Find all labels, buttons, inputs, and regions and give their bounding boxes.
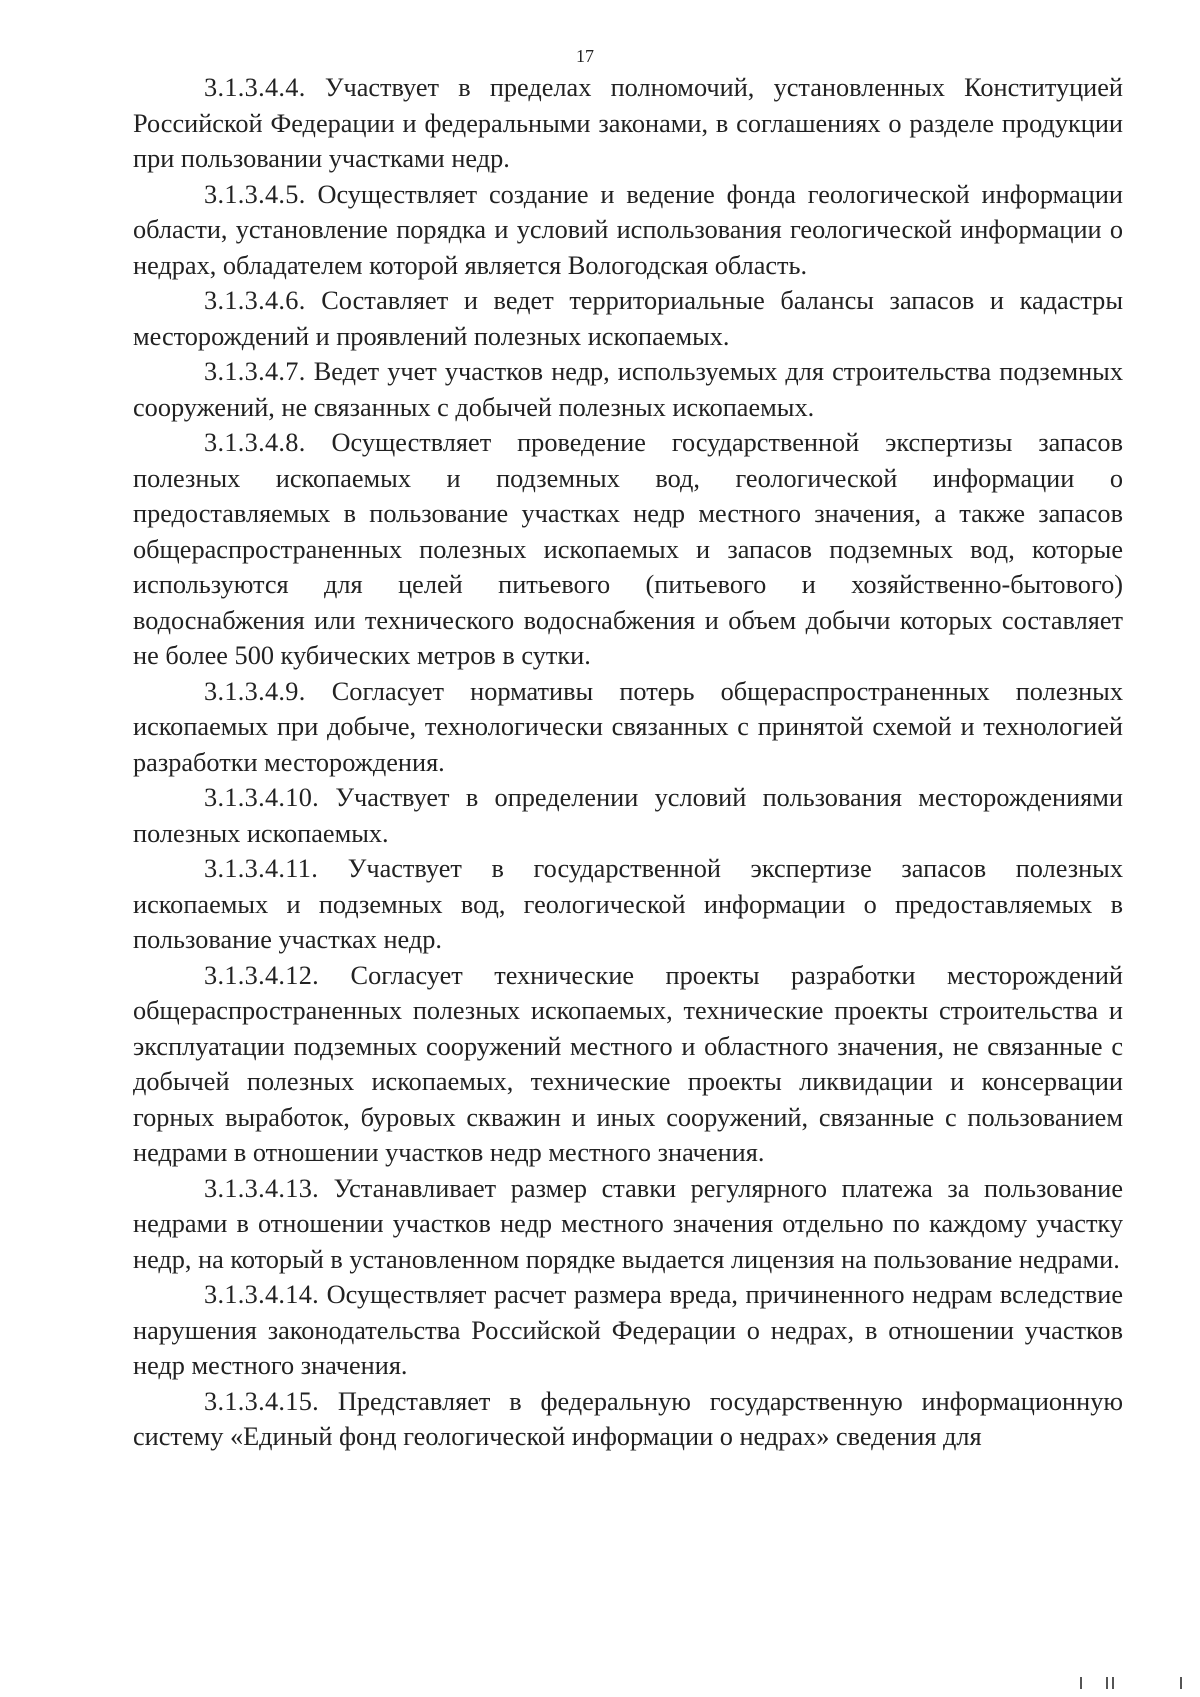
clause-number: 3.1.3.4.5. [204,179,306,209]
clause-text: Осуществляет расчет размера вреда, причиненного недрам вследствие нарушения законодательства Российской Федерации о недрах, в отношении участков недр местного значения. [133,1280,1123,1380]
paragraph-3-1-3-4-8 [133,425,1123,674]
scan-mark [1106,1677,1108,1689]
clause-text: Участвует в определении условий пользования месторождениями полезных ископаемых. [133,783,1123,848]
clause-text: Участвует в государственной экспертизе запасов полезных ископаемых и подземных вод, геологической информации о предоставляемых в пользование участках недр. [133,854,1123,954]
clause-text: Устанавливает размер ставки регулярного платежа за пользование недрами в отношении участков недр местного значения отдельно по каждому участку недр, на который в установленном порядке выдается лицензия на пользование недрами. [133,1173,1123,1274]
clause-number: 3.1.3.4.13. [204,1173,320,1203]
clause-number: 3.1.3.4.4. [204,73,306,102]
scan-edge-marks [1040,1669,1190,1689]
clause-number: 3.1.3.4.9. [204,676,306,706]
paragraph-3-1-3-4-5 [133,177,1123,284]
scan-mark [1112,1677,1114,1689]
clause-number: 3.1.3.4.10. [204,783,320,812]
clause-number: 3.1.3.4.14. [204,1280,320,1309]
clause-number: 3.1.3.4.6. [204,286,306,315]
clause-number: 3.1.3.4.8. [204,428,306,457]
clause-text: Составляет и ведет территориальные балансы запасов и кадастры месторождений и проявлений полезных ископаемых. [133,286,1123,351]
paragraph-3-1-3-4-10 [133,780,1123,851]
clause-number: 3.1.3.4.11. [204,854,319,883]
clause-text: Согласует технические проекты разработки месторождений общераспространенных полезных ископаемых, технические проекты строительства и эксплуатации подземных сооружений местного и областного значения, не связанные с добычей полезных ископаемых, технические проекты ликвидации и консервации горных выработок, буровых скважин и иных сооружений, связанные с пользованием недрами в отношении участков недр местного значения. [133,960,1123,1167]
paragraph-3-1-3-4-9 [133,674,1123,781]
paragraph-3-1-3-4-15 [133,1384,1123,1455]
clause-text: Представляет в федеральную государственную информационную систему «Единый фонд геологической информации о недрах» сведения для [133,1386,1123,1451]
clause-text: Ведет учет участков недр, используемых для строительства подземных сооружений, не связанных с добычей полезных ископаемых. [133,357,1124,422]
paragraph-3-1-3-4-12 [133,958,1123,1171]
clause-text: Осуществляет создание и ведение фонда геологической информации области, установление порядка и условий использования геологической информации о недрах, обладателем которой является Вологодская область. [133,179,1123,280]
clause-number: 3.1.3.4.7. [204,357,306,386]
paragraph-3-1-3-4-7 [133,354,1123,425]
paragraph-3-1-3-4-11 [133,851,1123,958]
scan-mark [1180,1677,1182,1689]
page-number: 17 [576,46,594,66]
clause-number: 3.1.3.4.12. [204,960,320,990]
scan-mark [1080,1677,1082,1689]
clause-text: Осуществляет проведение государственной экспертизы запасов полезных ископаемых и подземных вод, геологической информации о предоставляемых в пользование участках недр местного значения, а также запасов общераспространенных полезных ископаемых и запасов подземных вод, которые используются для целей питьевого (питьевого и хозяйственно-бытового) водоснабжения или технического водоснабжения и объем добычи которых составляет не более 500 кубических метров в сутки. [133,428,1123,670]
paragraph-3-1-3-4-14 [133,1277,1123,1384]
clause-text: Согласует нормативы потерь общераспространенных полезных ископаемых при добыче, технологически связанных с принятой схемой и технологией разработки месторождения. [133,676,1123,777]
paragraph-3-1-3-4-4 [133,70,1123,177]
paragraph-3-1-3-4-13 [133,1171,1123,1278]
clause-text: Участвует в пределах полномочий, установленных Конституцией Российской Федерации и федеральными законами, в соглашениях о разделе продукции при пользовании участками недр. [133,73,1123,173]
clause-number: 3.1.3.4.15. [204,1386,320,1416]
document-body [133,70,1123,1455]
paragraph-3-1-3-4-6 [133,283,1123,354]
